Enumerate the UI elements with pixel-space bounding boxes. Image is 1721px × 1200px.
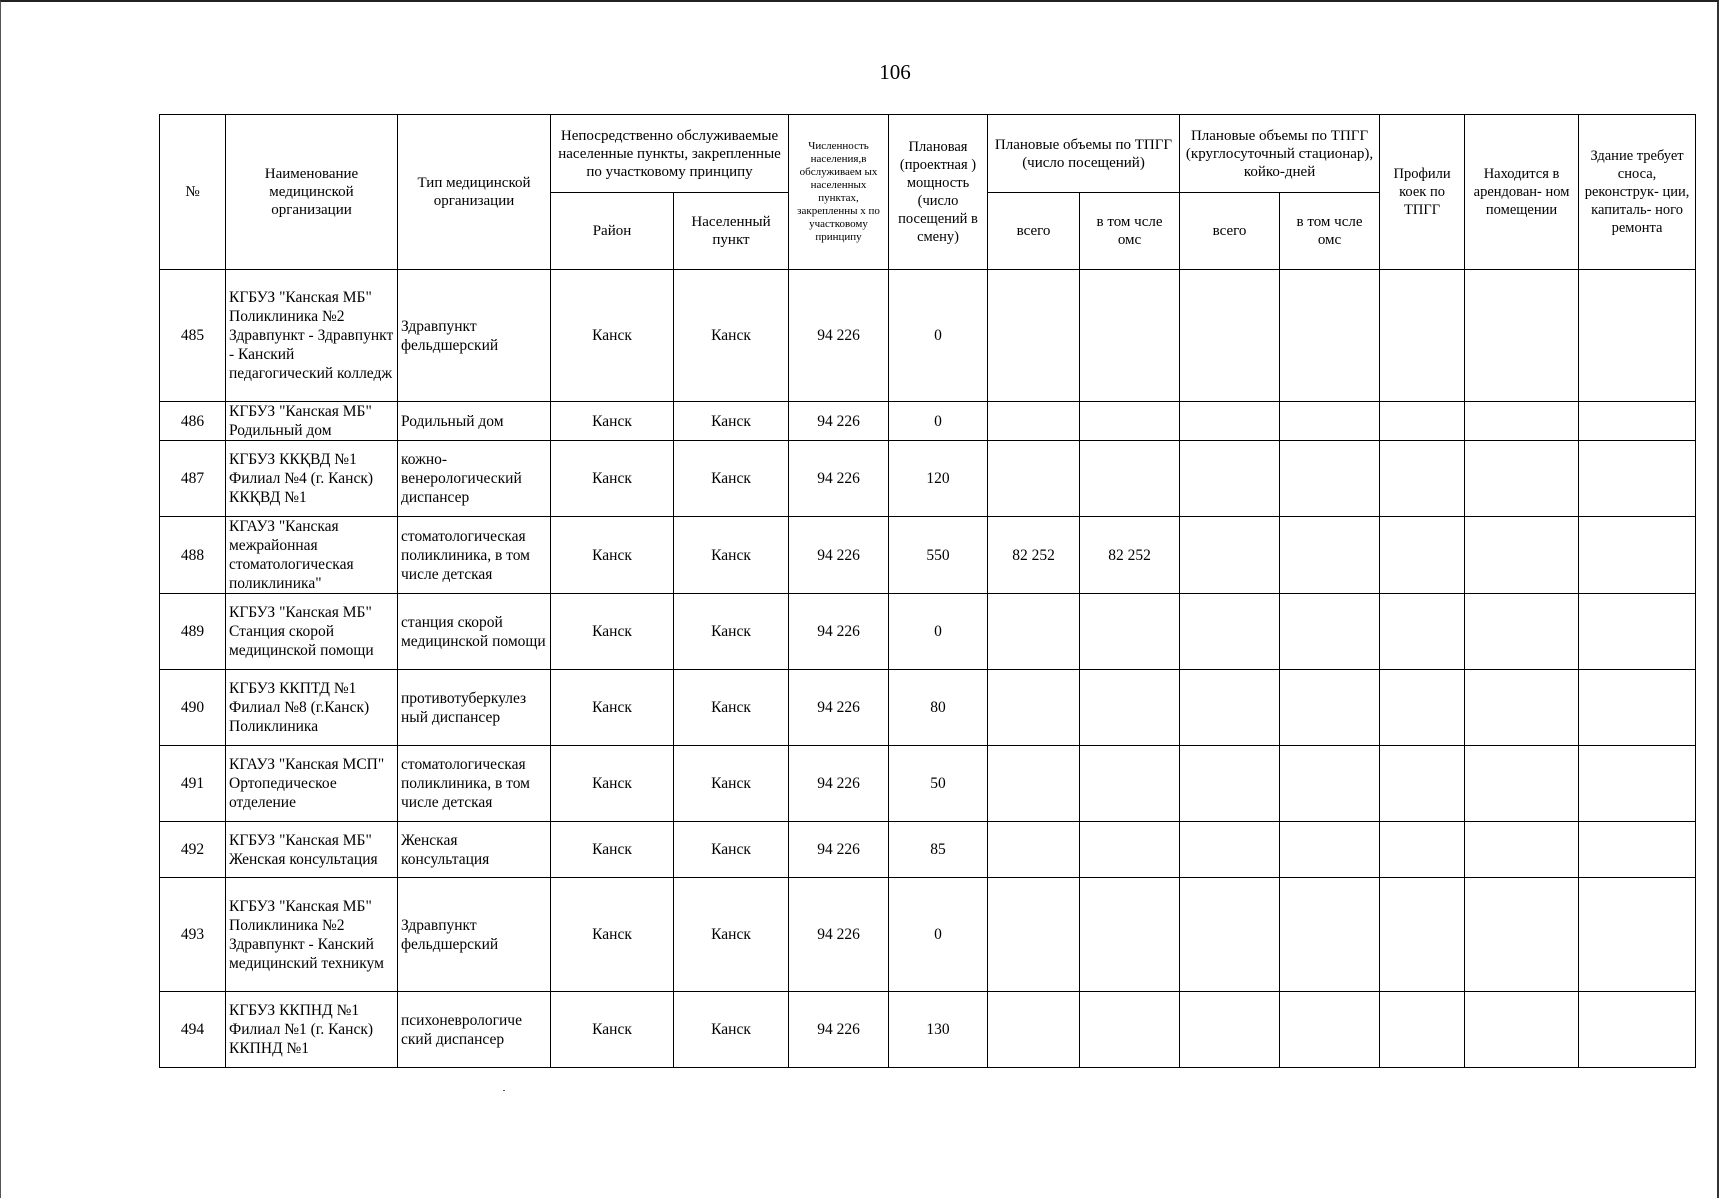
header-population: Численность населения,в обслуживаем ых населенных пунктах, закрепленны х по участковому принципу (789, 115, 889, 270)
table-row (160, 402, 1696, 441)
row-visits-oms (1080, 746, 1180, 822)
row-rented (1465, 594, 1579, 670)
row-org-type: стоматологическая поликлиника, в том числе детская (398, 517, 551, 594)
scan-speck (503, 1090, 505, 1091)
row-settlement: Канск (674, 441, 789, 517)
table-row (160, 822, 1696, 878)
table-row (160, 746, 1696, 822)
row-building (1579, 594, 1696, 670)
row-org-type: кожно-венерологический диспансер (398, 441, 551, 517)
row-bed-profiles (1380, 992, 1465, 1068)
row-building (1579, 402, 1696, 441)
row-visits-total (988, 992, 1080, 1068)
header-rented: Находится в арендован- ном помещении (1465, 115, 1579, 270)
row-visits-total (988, 402, 1080, 441)
row-beds-total (1180, 746, 1280, 822)
header-bed-profiles: Профили коек по ТПГГ (1380, 115, 1465, 270)
row-rented (1465, 670, 1579, 746)
header-beds-total: всего (1180, 193, 1280, 270)
row-visits-oms (1080, 670, 1180, 746)
row-beds-total (1180, 270, 1280, 402)
row-population: 94 226 (789, 270, 889, 402)
row-org-name: КГБУЗ "Канская МБ" Женская консультация (226, 822, 398, 878)
table-row (160, 441, 1696, 517)
table-row (160, 670, 1696, 746)
row-beds-total (1180, 517, 1280, 594)
row-beds-oms (1280, 878, 1380, 992)
row-visits-total (988, 441, 1080, 517)
header-district: Район (551, 193, 674, 270)
row-visits-oms: 82 252 (1080, 517, 1180, 594)
row-district: Канск (551, 517, 674, 594)
row-num: 486 (160, 402, 226, 441)
row-district: Канск (551, 402, 674, 441)
table-row (160, 594, 1696, 670)
header-org-type: Тип медицинской организации (398, 115, 551, 270)
row-org-name: КГБУЗ "Канская МБ" Поликлиника №2 Здравпункт - Канский медицинский техникум (226, 878, 398, 992)
row-settlement: Канск (674, 878, 789, 992)
facilities-table (159, 114, 1696, 1068)
row-visits-oms (1080, 270, 1180, 402)
row-num: 493 (160, 878, 226, 992)
table-row (160, 270, 1696, 402)
row-district: Канск (551, 270, 674, 402)
row-bed-profiles (1380, 670, 1465, 746)
row-beds-total (1180, 670, 1280, 746)
header-org-name: Наименование медицинской организации (226, 115, 398, 270)
row-visits-total (988, 594, 1080, 670)
header-visits-oms: в том чсле омс (1080, 193, 1180, 270)
row-org-type: Здравпункт фельдшерский (398, 270, 551, 402)
row-population: 94 226 (789, 746, 889, 822)
row-org-name: КГБУЗ "Канская МБ" Родильный дом (226, 402, 398, 441)
row-settlement: Канск (674, 402, 789, 441)
row-visits-total (988, 746, 1080, 822)
row-num: 491 (160, 746, 226, 822)
row-org-name: КГБУЗ ККПНД №1 Филиал №1 (г. Канск) ККПНД №1 (226, 992, 398, 1068)
row-beds-oms (1280, 402, 1380, 441)
table-row (160, 517, 1696, 594)
row-rented (1465, 441, 1579, 517)
row-org-type: противотуберкулез ный диспансер (398, 670, 551, 746)
row-rented (1465, 746, 1579, 822)
row-beds-total (1180, 822, 1280, 878)
row-beds-oms (1280, 670, 1380, 746)
row-rented (1465, 517, 1579, 594)
header-visits-total: всего (988, 193, 1080, 270)
header-building: Здание требует сноса, реконструк- ции, капиталь- ного ремонта (1579, 115, 1696, 270)
row-beds-oms (1280, 270, 1380, 402)
table-row (160, 992, 1696, 1068)
row-org-type: стоматологическая поликлиника, в том числе детская (398, 746, 551, 822)
row-num: 488 (160, 517, 226, 594)
row-bed-profiles (1380, 594, 1465, 670)
row-settlement: Канск (674, 517, 789, 594)
row-beds-oms (1280, 517, 1380, 594)
row-num: 489 (160, 594, 226, 670)
row-district: Канск (551, 594, 674, 670)
row-rented (1465, 402, 1579, 441)
row-building (1579, 746, 1696, 822)
row-visits-total (988, 270, 1080, 402)
row-num: 487 (160, 441, 226, 517)
table-row (160, 878, 1696, 992)
row-org-type: психоневрологиче ский диспансер (398, 992, 551, 1068)
row-beds-oms (1280, 746, 1380, 822)
row-visits-oms (1080, 822, 1180, 878)
row-building (1579, 822, 1696, 878)
row-org-type: Родильный дом (398, 402, 551, 441)
row-district: Канск (551, 441, 674, 517)
row-beds-total (1180, 878, 1280, 992)
row-capacity: 80 (889, 670, 988, 746)
row-bed-profiles (1380, 878, 1465, 992)
row-population: 94 226 (789, 594, 889, 670)
row-district: Канск (551, 670, 674, 746)
header-capacity: Плановая (проектная ) мощность (число посещений в смену) (889, 115, 988, 270)
row-capacity: 0 (889, 594, 988, 670)
row-building (1579, 878, 1696, 992)
row-org-name: КГБУЗ ККҚВД №1 Филиал №4 (г. Канск) ККҚВД №1 (226, 441, 398, 517)
row-org-type: станция скорой медицинской помощи (398, 594, 551, 670)
row-settlement: Канск (674, 822, 789, 878)
row-bed-profiles (1380, 746, 1465, 822)
row-rented (1465, 822, 1579, 878)
row-num: 485 (160, 270, 226, 402)
row-bed-profiles (1380, 402, 1465, 441)
row-population: 94 226 (789, 822, 889, 878)
row-capacity: 0 (889, 878, 988, 992)
row-population: 94 226 (789, 878, 889, 992)
row-building (1579, 670, 1696, 746)
header-served-group: Непосредственно обслуживаемые населенные пункты, закрепленные по участковому принципу (551, 115, 789, 193)
page-number: 106 (879, 60, 911, 84)
row-capacity: 50 (889, 746, 988, 822)
header-settlement: Населенный пункт (674, 193, 789, 270)
row-beds-oms (1280, 441, 1380, 517)
row-num: 490 (160, 670, 226, 746)
table-body (160, 270, 1696, 1068)
row-population: 94 226 (789, 670, 889, 746)
row-population: 94 226 (789, 517, 889, 594)
row-beds-oms (1280, 992, 1380, 1068)
row-capacity: 130 (889, 992, 988, 1068)
row-district: Канск (551, 992, 674, 1068)
row-rented (1465, 270, 1579, 402)
row-capacity: 120 (889, 441, 988, 517)
row-visits-oms (1080, 992, 1180, 1068)
row-beds-total (1180, 992, 1280, 1068)
row-capacity: 85 (889, 822, 988, 878)
row-org-name: КГБУЗ ККПТД №1 Филиал №8 (г.Канск) Поликлиника (226, 670, 398, 746)
row-beds-total (1180, 594, 1280, 670)
row-district: Канск (551, 822, 674, 878)
row-visits-total (988, 822, 1080, 878)
row-visits-oms (1080, 402, 1180, 441)
row-capacity: 0 (889, 402, 988, 441)
row-rented (1465, 878, 1579, 992)
header-visits-group: Плановые объемы по ТПГГ (число посещений) (988, 115, 1180, 193)
row-building (1579, 270, 1696, 402)
row-visits-total: 82 252 (988, 517, 1080, 594)
row-building (1579, 441, 1696, 517)
row-settlement: Канск (674, 992, 789, 1068)
header-beds-oms: в том чсле омс (1280, 193, 1380, 270)
row-population: 94 226 (789, 441, 889, 517)
row-bed-profiles (1380, 441, 1465, 517)
row-visits-total (988, 878, 1080, 992)
row-settlement: Канск (674, 746, 789, 822)
row-building (1579, 992, 1696, 1068)
row-beds-oms (1280, 594, 1380, 670)
row-settlement: Канск (674, 594, 789, 670)
row-visits-oms (1080, 594, 1180, 670)
row-org-name: КГБУЗ "Канская МБ" Поликлиника №2 Здравпункт - Здравпункт - Канский педагогический колледж (226, 270, 398, 402)
row-org-name: КГБУЗ "Канская МБ" Станция скорой медицинской помощи (226, 594, 398, 670)
row-capacity: 0 (889, 270, 988, 402)
row-beds-total (1180, 441, 1280, 517)
header-beds-group: Плановые объемы по ТПГГ (круглосуточный стационар), койко-дней (1180, 115, 1380, 193)
row-beds-oms (1280, 822, 1380, 878)
row-building (1579, 517, 1696, 594)
row-bed-profiles (1380, 270, 1465, 402)
row-population: 94 226 (789, 402, 889, 441)
row-bed-profiles (1380, 822, 1465, 878)
row-num: 492 (160, 822, 226, 878)
row-settlement: Канск (674, 670, 789, 746)
row-settlement: Канск (674, 270, 789, 402)
row-num: 494 (160, 992, 226, 1068)
row-org-name: КГАУЗ "Канская межрайонная стоматологическая поликлиника" (226, 517, 398, 594)
row-org-name: КГАУЗ "Канская МСП" Ортопедическое отделение (226, 746, 398, 822)
row-district: Канск (551, 878, 674, 992)
row-org-type: Здравпункт фельдшерский (398, 878, 551, 992)
row-visits-oms (1080, 878, 1180, 992)
row-org-type: Женская консультация (398, 822, 551, 878)
row-district: Канск (551, 746, 674, 822)
row-visits-total (988, 670, 1080, 746)
row-capacity: 550 (889, 517, 988, 594)
row-visits-oms (1080, 441, 1180, 517)
row-population: 94 226 (789, 992, 889, 1068)
row-rented (1465, 992, 1579, 1068)
header-num: № (160, 115, 226, 270)
row-bed-profiles (1380, 517, 1465, 594)
row-beds-total (1180, 402, 1280, 441)
